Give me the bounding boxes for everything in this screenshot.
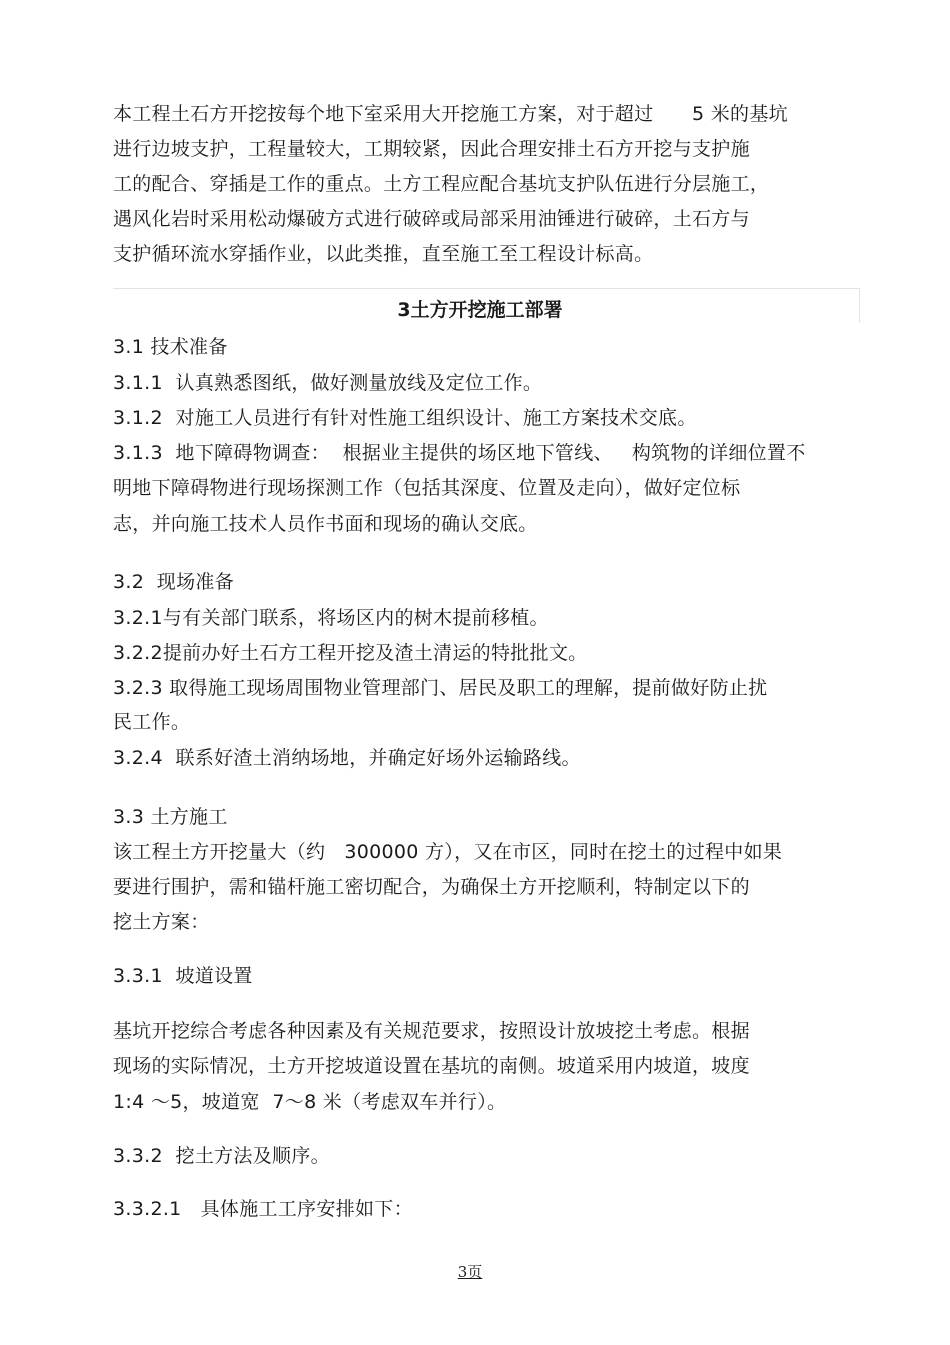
s32-heading: 3.2 现场准备 (113, 571, 234, 593)
s33-line-2: 要进行围护，需和锚杆施工密切配合，为确保土方开挖顺利，特制定以下的 (113, 876, 750, 898)
s31-line-1: 3.1.1 认真熟悉图纸，做好测量放线及定位工作。 (113, 372, 543, 394)
s3321-heading: 3.3.2.1 具体施工工序安排如下： (113, 1198, 413, 1220)
s331-line-2: 现场的实际情况，土方开挖坡道设置在基坑的南侧。坡道采用内坡道，坡度 (113, 1055, 750, 1077)
s33-heading: 3.3 土方施工 (113, 806, 228, 828)
s33-line-3: 挖土方案： (113, 911, 210, 933)
s31-heading: 3.1 技术准备 (113, 336, 228, 358)
s32-line-2: 3.2.2提前办好土石方工程开挖及渣土清运的特批批文。 (113, 642, 588, 664)
s31-line-4: 明地下障碍物进行现场探测工作（包括其深度、位置及走向），做好定位标 (113, 477, 741, 499)
section-title-text: 土方开挖施工部署 (410, 299, 563, 321)
s31-line-3: 3.1.3 地下障碍物调查： 根据业主提供的场区地下管线、 构筑物的详细位置不 (113, 442, 806, 464)
section-title-number: 3 (397, 299, 411, 321)
s331-line-1: 基坑开挖综合考虑各种因素及有关规范要求，按照设计放坡挖土考虑。根据 (113, 1020, 750, 1042)
s332-heading: 3.3.2 挖土方法及顺序。 (113, 1145, 330, 1167)
intro-line-5: 支护循环流水穿插作业，以此类推，直至施工至工程设计标高。 (113, 243, 654, 265)
intro-line-4: 遇风化岩时采用松动爆破方式进行破碎或局部采用油锤进行破碎，土石方与 (113, 208, 750, 230)
s331-heading: 3.3.1 坡道设置 (113, 965, 253, 987)
s31-line-5: 志，并向施工技术人员作书面和现场的确认交底。 (113, 513, 538, 535)
intro-line-2: 进行边坡支护，工程量较大，工期较紧，因此合理安排土石方开挖与支护施 (113, 138, 750, 160)
intro-line-3: 工的配合、穿插是工作的重点。土方工程应配合基坑支护队伍进行分层施工， (113, 173, 770, 195)
intro-line-1: 本工程土石方开挖按每个地下室采用大开挖施工方案，对于超过 5 米的基坑 (113, 103, 788, 125)
s32-line-5: 3.2.4 联系好渣土消纳场地，并确定好场外运输路线。 (113, 747, 581, 769)
s32-line-4: 民工作。 (113, 711, 191, 733)
s33-line-1: 该工程土方开挖量大（约 300000 方），又在市区，同时在挖土的过程中如果 (113, 841, 783, 863)
s331-line-3: 1:4 ～5，坡道宽 7～8 米（考虑双车并行）。 (113, 1091, 507, 1113)
s32-line-3: 3.2.3 取得施工现场周围物业管理部门、居民及职工的理解，提前做好防止扰 (113, 677, 768, 699)
page-number: 3页 (457, 1263, 483, 1281)
s32-line-1: 3.2.1与有关部门联系，将场区内的树木提前移植。 (113, 607, 549, 629)
section-title-rule (113, 288, 860, 289)
section-title (0, 297, 950, 323)
s31-line-2: 3.1.2 对施工人员进行有针对性施工组织设计、施工方案技术交底。 (113, 407, 697, 429)
